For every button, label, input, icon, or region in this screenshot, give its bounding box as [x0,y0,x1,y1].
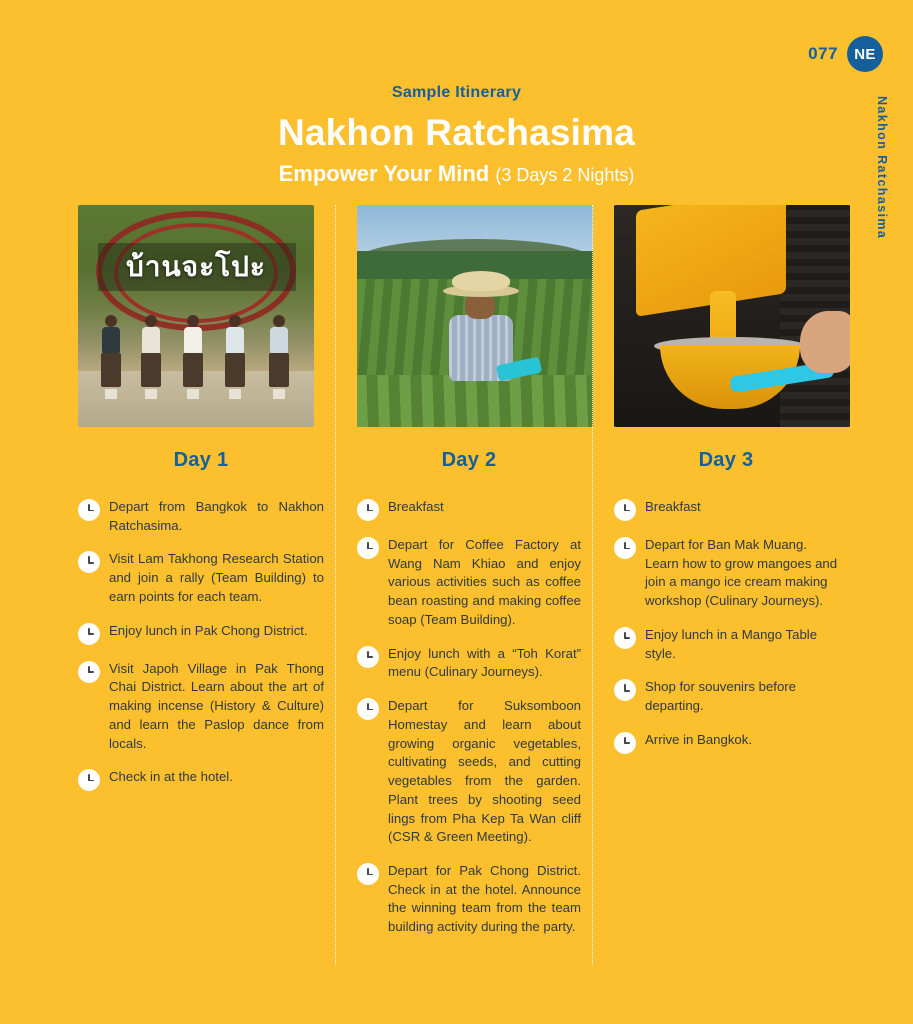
clock-icon [614,537,636,559]
clock-icon [357,646,379,668]
list-item [78,660,324,754]
list-item [614,731,838,754]
list-item [78,768,324,791]
item-text: Depart for Coffee Factory at Wang Nam Khiao and enjoy various activities such as coffee bean roasting and making coffee soap (Team Building). [388,537,581,627]
item-text: Depart for Ban Mak Muang. Learn how to grow mangoes and join a mango ice cream making workshop (Culinary Journeys). [645,537,838,609]
item-text: Arrive in Bangkok. [645,731,753,747]
kicker-label: Sample Itinerary [391,84,522,101]
item-text: Depart for Suksomboon Homestay and learn about growing organic vegetables, cultivating seeds, and cutting vegetables from the garden. Plant trees by shooting seed lings from Pha Kep Ta Wan cliff (CSR & Green Meeting). [388,698,581,845]
duration-text: (3 Days 2 Nights) [495,165,635,185]
list-item [614,498,838,521]
subtitle-text: Empower Your Mind [278,161,490,186]
clock-icon [614,679,636,701]
region-badge: NE [847,36,883,72]
item-text: Depart from Bangkok to Nakhon Ratchasima. [109,499,324,533]
day-column-1 [78,205,324,952]
column-divider [592,205,593,965]
list-item [357,697,581,847]
clock-icon [78,499,100,521]
photo-sign-text: บ้านจะโปะ [126,250,266,283]
item-text: Breakfast [645,499,701,514]
day-2-items [357,498,581,937]
item-text: Visit Japoh Village in Pak Thong Chai District. Learn about the art of making incense (History & Culture) and learn the Paslop dance from locals. [109,660,324,751]
clock-icon [78,623,100,645]
mango-puree-straining-photo [614,205,850,427]
item-text: Breakfast [388,499,444,514]
page-header [0,84,913,187]
day-column-3 [592,205,838,952]
list-item [357,536,581,630]
page-marker [808,36,883,72]
list-item [78,622,324,645]
clock-icon [614,627,636,649]
item-text: Check in at the hotel. [109,769,233,785]
item-text: Enjoy lunch with a “Toh Korat” menu (Culinary Journeys). [388,645,581,680]
list-item [78,498,324,535]
list-item [614,536,838,611]
list-item [357,862,581,937]
day-label-2: Day 2 [441,449,497,471]
day-columns [78,205,838,952]
clock-icon [614,499,636,521]
list-item [357,498,581,521]
item-text: Shop for souvenirs before departing. [645,679,797,714]
subtitle-row [0,161,913,187]
clock-icon [357,863,379,885]
clock-icon [357,698,379,720]
day-1-items [78,498,324,791]
farmer-vegetable-field-photo [357,205,593,427]
item-text: Depart for Pak Chong District. Check in at the hotel. Announce the winning team from the team building activity during the party. [388,863,581,935]
day-label-1: Day 1 [173,449,229,471]
side-province-label: Nakhon Ratchasima [875,96,889,240]
list-item [78,550,324,606]
list-item [357,645,581,682]
page-title: Nakhon Ratchasima [277,112,636,153]
clock-icon [357,499,379,521]
item-text: Enjoy lunch in a Mango Table style. [645,626,818,661]
day-column-2 [335,205,581,952]
item-text: Enjoy lunch in Pak Chong District. [109,622,308,638]
clock-icon [78,769,100,791]
list-item [614,626,838,663]
clock-icon [78,661,100,683]
list-item [614,678,838,715]
page-number: 077 [808,44,838,63]
clock-icon [357,537,379,559]
item-text: Visit Lam Takhong Research Station and join a rally (Team Building) to earn points for each team. [109,551,324,604]
day-3-items [614,498,838,754]
clock-icon [78,551,100,573]
clock-icon [614,732,636,754]
column-divider [335,205,336,965]
village-dancers-photo [78,205,314,427]
day-label-3: Day 3 [698,449,754,471]
